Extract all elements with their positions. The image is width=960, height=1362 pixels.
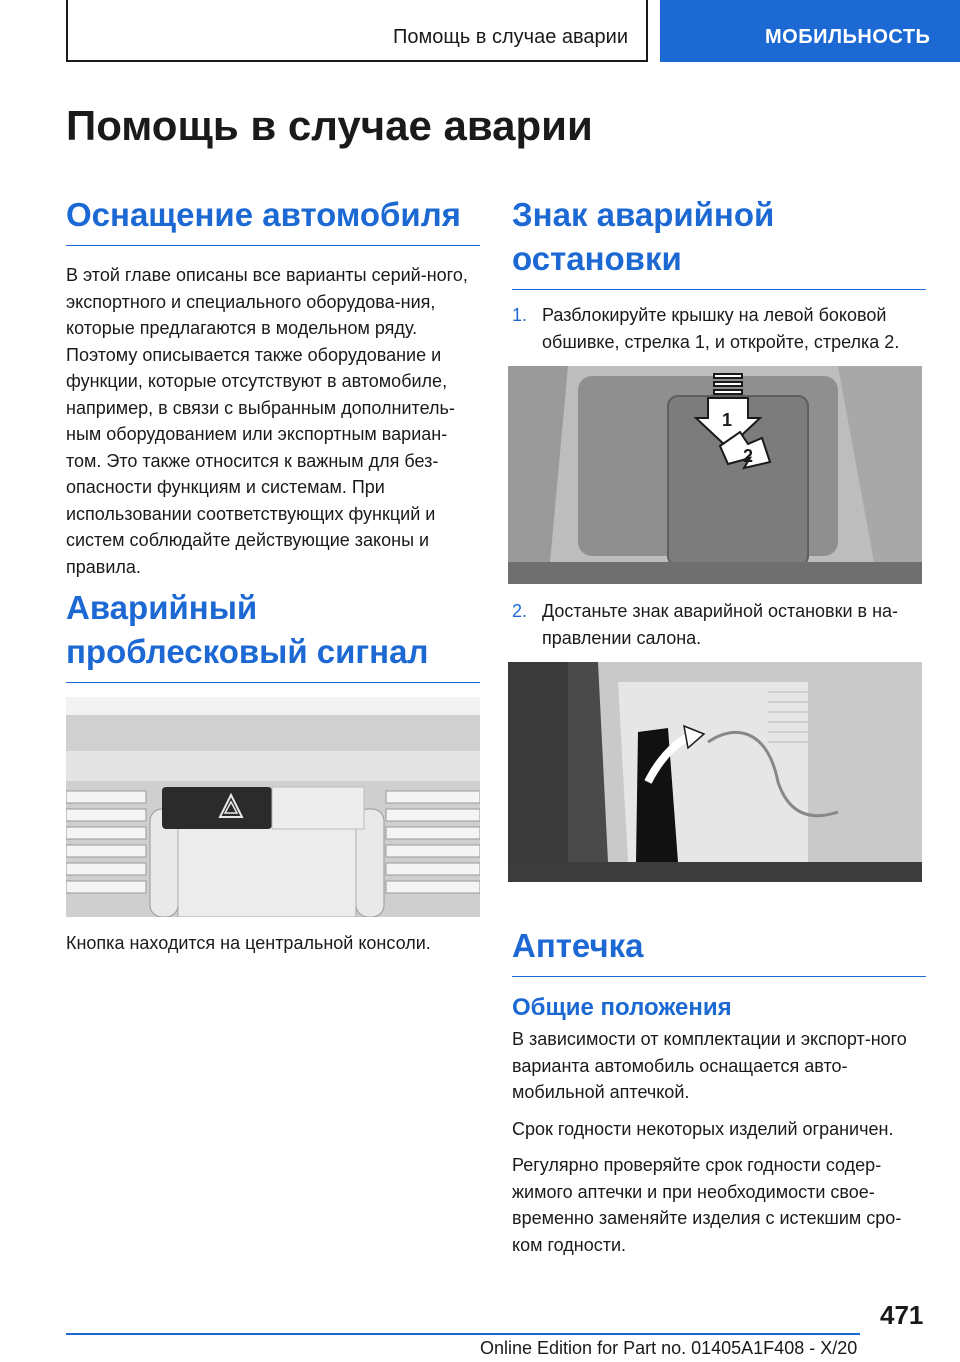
warning-triangle-step-1: [512, 302, 926, 355]
step-2-text: Достаньте знак аварийной остановки в на-правлении салона.: [542, 601, 899, 648]
side-trim-cover-photo: [508, 366, 922, 584]
header-chapter-title: МОБИЛЬНОСТЬ: [765, 26, 931, 48]
section-hazard: [66, 586, 480, 683]
section-warning-triangle: [512, 193, 926, 290]
first-aid-paragraph-1: В зависимости от комплектации и экспорт-ного варианта автомобиль оснащается авто-мобильной аптечкой.: [512, 1029, 907, 1102]
header-section-tab: [66, 0, 648, 62]
warning-triangle-heading: Знак аварийной остановки: [512, 193, 926, 290]
header-section-title: Помощь в случае аварии: [393, 26, 628, 48]
page-number: 471: [880, 1300, 924, 1330]
arrow-label-2: 2: [743, 446, 754, 466]
warning-triangle-removal-photo: [508, 662, 922, 882]
equipment-text: В этой главе описаны все варианты серий-ного, экспортного и специального оборудова-ния, которые предлагаются в модельном ряду. Поэтому описывается также оборудование и функции, которые отсутствуют в автомобиле, например, в связи с выбранным дополнитель-ным оборудованием или экспортным вариан-том. Это также относится к важным для без-опасности функциям и системам. При использовании соответствующих функций и систем соблюдайте действующие законы и правила.: [66, 265, 468, 577]
page-title: Помощь в случае аварии: [66, 102, 593, 149]
first-aid-content: [512, 994, 926, 1258]
section-first-aid: [512, 924, 926, 977]
hazard-button-photo: [66, 697, 480, 917]
warning-triangle-step-2: [512, 598, 926, 651]
first-aid-subheading: Общие положения: [512, 994, 732, 1021]
step-1-text: Разблокируйте крышку на левой боковой обшивке, стрелка 1, и откройте, стрелка 2.: [542, 305, 900, 352]
header-chapter-tab: [660, 0, 960, 62]
first-aid-paragraph-3: Регулярно проверяйте срок годности содер-жимого аптечки и при необходимости свое-временно заменяйте изделия с истекшим сро-ком годности.: [512, 1155, 902, 1255]
hazard-heading: Аварийный проблесковый сигнал: [66, 586, 480, 683]
footer-edition: Online Edition for Part no. 01405A1F408 - X/20: [480, 1338, 858, 1358]
first-aid-paragraph-2: Срок годности некоторых изделий ограничен.: [512, 1118, 894, 1139]
hazard-caption: Кнопка находится на центральной консоли.: [66, 933, 431, 953]
section-equipment: [66, 193, 480, 580]
first-aid-heading: Аптечка: [512, 924, 926, 977]
footer-divider: [66, 1333, 860, 1335]
step-2-number: 2.: [512, 601, 528, 621]
arrow-label-1: 1: [722, 410, 733, 430]
step-1-number: 1.: [512, 305, 528, 325]
equipment-heading: Оснащение автомобиля: [66, 193, 480, 246]
